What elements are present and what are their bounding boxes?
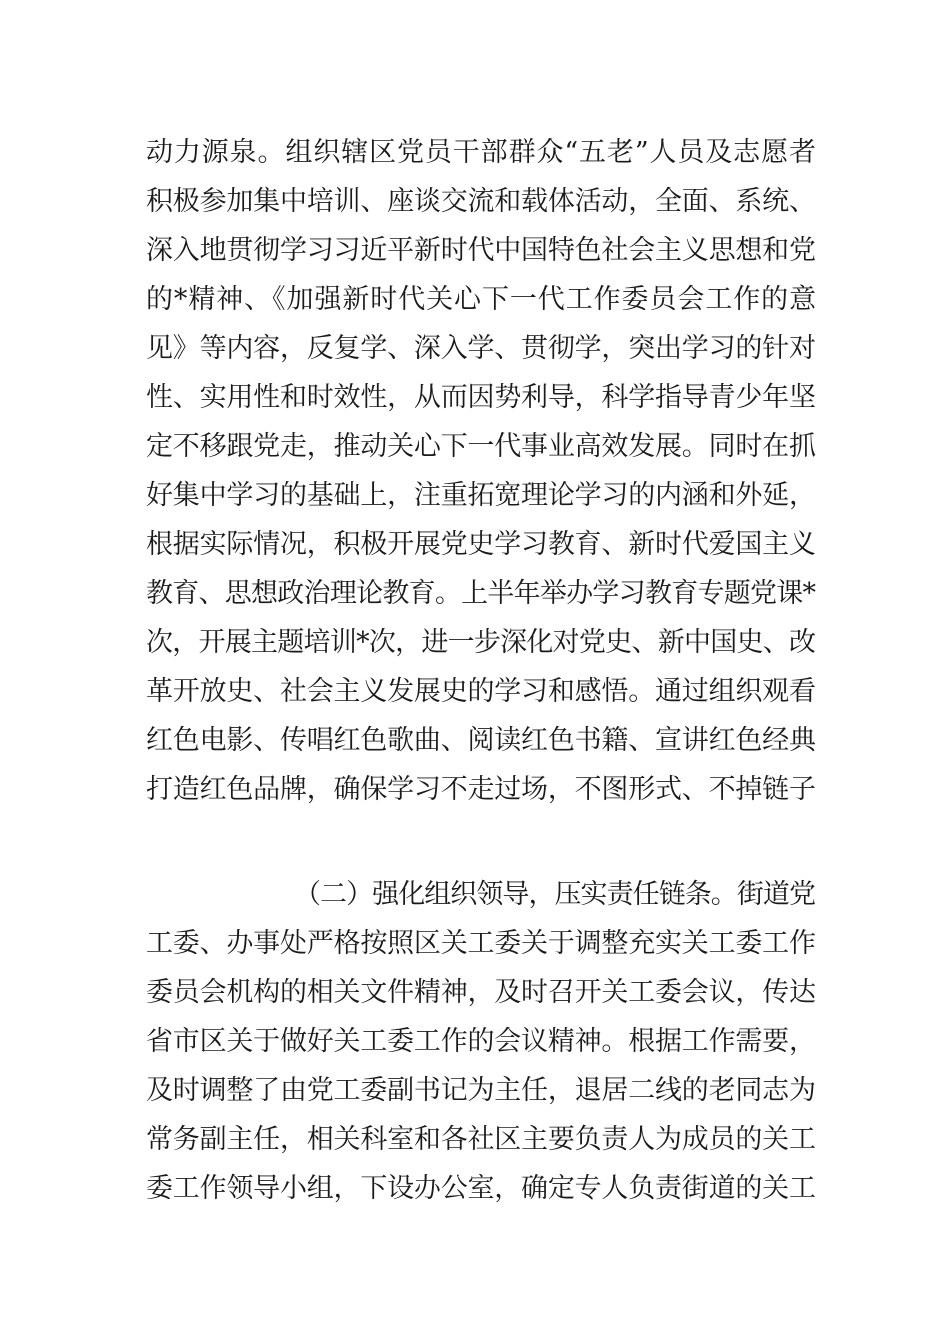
text-line: 根据实际情况，积极开展党史学习教育、新时代爱国主义 [146, 529, 816, 560]
text-line: 及时调整了由党工委副书记为主任，退居二线的老同志为 [146, 1075, 816, 1106]
text-line: 动力源泉。组织辖区党员干部群众“五老”人员及志愿者 [146, 137, 817, 168]
text-line: 教育、思想政治理论教育。上半年举办学习教育专题党课* [146, 578, 816, 609]
text-line: 积极参加集中培训、座谈交流和载体活动，全面、系统、 [146, 186, 816, 217]
text-line: 性、实用性和时效性，从而因势利导，科学指导青少年坚 [146, 382, 816, 413]
text-line: 省市区关于做好关工委工作的会议精神。根据工作需要， [146, 1026, 816, 1057]
text-line: 常务副主任，相关科室和各社区主要负责人为成员的关工 [146, 1124, 816, 1155]
text-line: 工委、办事处严格按照区关工委关于调整充实关工委工作 [146, 928, 816, 959]
text-line: 好集中学习的基础上，注重拓宽理论学习的内涵和外延， [146, 480, 816, 511]
text-line: 见》等内容，反复学、深入学、贯彻学，突出学习的针对 [146, 333, 816, 364]
text-line: 定不移跟党走，推动关心下一代事业高效发展。同时在抓 [146, 431, 816, 462]
text-line: 委员会机构的相关文件精神，及时召开关工委会议，传达 [146, 977, 816, 1008]
text-line: 打造红色品牌，确保学习不走过场，不图形式、不掉链子 [146, 774, 816, 805]
text-line: 革开放史、社会主义发展史的学习和感悟。通过组织观看 [146, 676, 816, 707]
text-line: 深入地贯彻学习习近平新时代中国特色社会主义思想和党 [146, 235, 816, 266]
text-line: 的*精神、《加强新时代关心下一代工作委员会工作的意 [146, 284, 817, 315]
text-line: 次，开展主题培训*次，进一步深化对党史、新中国史、改 [146, 627, 816, 658]
paragraph-study-education [146, 128, 816, 814]
text-line: 委工作领导小组，下设办公室，确定专人负责街道的关工 [146, 1173, 816, 1204]
section-heading-line: （二）强化组织领导，压实责任链条。街道党 [294, 879, 815, 910]
paragraph-organization-leadership [146, 870, 816, 1213]
text-line: 红色电影、传唱红色歌曲、阅读红色书籍、宣讲红色经典 [146, 725, 816, 756]
